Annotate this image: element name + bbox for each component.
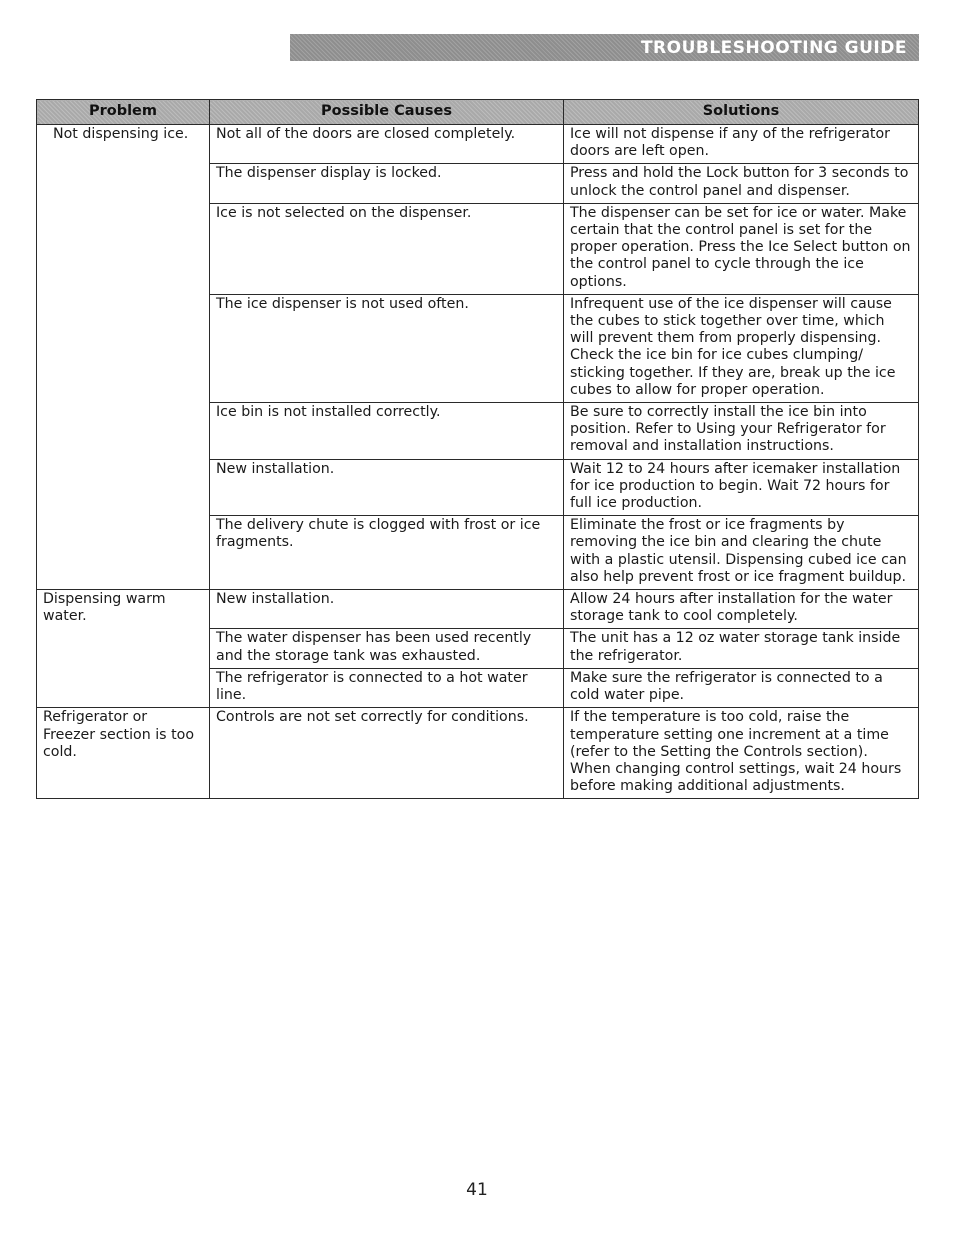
solution-cell: If the temperature is too cold, raise the temperature setting one increment at a time (refer to the Setting the Controls section). When changing control settings, wait 24 hours before making additional adjustments.	[564, 708, 919, 799]
cause-cell: The ice dispenser is not used often.	[210, 294, 564, 402]
problem-cell: Refrigerator or Freezer section is too cold.	[37, 708, 210, 799]
cause-cell: New installation.	[210, 459, 564, 516]
solution-cell: Make sure the refrigerator is connected to a cold water pipe.	[564, 668, 919, 707]
cause-cell: The water dispenser has been used recently and the storage tank was exhausted.	[210, 629, 564, 668]
cause-cell: New installation.	[210, 590, 564, 629]
cause-cell: Ice is not selected on the dispenser.	[210, 203, 564, 294]
table-row	[37, 590, 919, 629]
page-number: 41	[466, 1180, 488, 1200]
section-title: TROUBLESHOOTING GUIDE	[640, 37, 907, 58]
solution-cell: Allow 24 hours after installation for the water storage tank to cool completely.	[564, 590, 919, 629]
solution-cell: Eliminate the frost or ice fragments by removing the ice bin and clearing the chute with a plastic utensil. Dispensing cubed ice can also help prevent frost or ice fragment buildup.	[564, 516, 919, 590]
solution-cell: Press and hold the Lock button for 3 seconds to unlock the control panel and dispenser.	[564, 164, 919, 203]
cause-cell: The dispenser display is locked.	[210, 164, 564, 203]
solution-cell: Wait 12 to 24 hours after icemaker installation for ice production to begin. Wait 72 hours for full ice production.	[564, 459, 919, 516]
problem-cell: Dispensing warm water.	[37, 590, 210, 708]
section-banner	[290, 34, 919, 61]
problem-cell: Not dispensing ice.	[37, 125, 210, 590]
column-header-problem: Problem	[37, 100, 210, 125]
cause-cell: Controls are not set correctly for conditions.	[210, 708, 564, 799]
cause-cell: The delivery chute is clogged with frost or ice fragments.	[210, 516, 564, 590]
solution-cell: The unit has a 12 oz water storage tank inside the refrigerator.	[564, 629, 919, 668]
solution-cell: Infrequent use of the ice dispenser will cause the cubes to stick together over time, which will prevent them from properly dispensing. Check the ice bin for ice cubes clumping/ sticking together. If they are, break up the ice cubes to allow for proper operation.	[564, 294, 919, 402]
solution-cell: Be sure to correctly install the ice bin into position. Refer to Using your Refrigerator for removal and installation instructions.	[564, 403, 919, 460]
cause-cell: The refrigerator is connected to a hot water line.	[210, 668, 564, 707]
table-header-row	[37, 100, 919, 125]
cause-cell: Ice bin is not installed correctly.	[210, 403, 564, 460]
solution-cell: Ice will not dispense if any of the refrigerator doors are left open.	[564, 125, 919, 164]
troubleshooting-table	[36, 99, 919, 799]
table-row	[37, 708, 919, 799]
column-header-solutions: Solutions	[564, 100, 919, 125]
table-row	[37, 125, 919, 164]
column-header-possible-causes: Possible Causes	[210, 100, 564, 125]
solution-cell: The dispenser can be set for ice or water. Make certain that the control panel is set for the proper operation. Press the Ice Select button on the control panel to cycle through the ice options.	[564, 203, 919, 294]
cause-cell: Not all of the doors are closed completely.	[210, 125, 564, 164]
